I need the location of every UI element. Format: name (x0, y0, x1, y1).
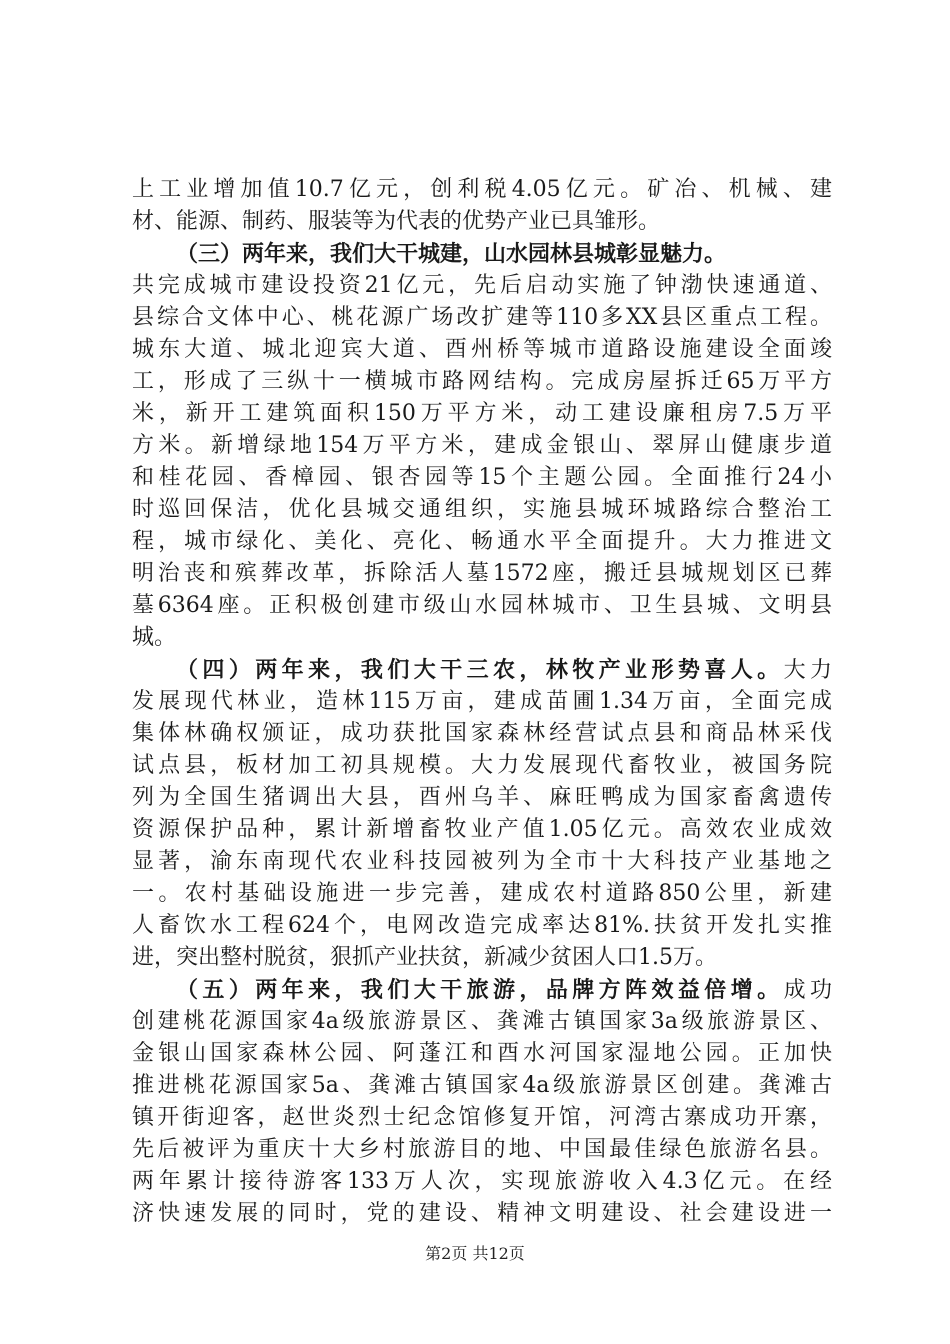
text-line: 济快速发展的同时，党的建设、精神文明建设、社会建设进一 (132, 1201, 832, 1226)
text-line: 材、能源、制药、服装等为代表的优势产业已具雏形。 (132, 209, 661, 234)
paragraph-industry-tail (132, 174, 832, 238)
text-line: 人畜饮水工程624个，电网改造完成率达81%.扶贫开发扎实推 (132, 913, 832, 938)
text-line: 共完成城市建设投资21亿元，先后启动实施了钟渤快速通道、 (132, 273, 832, 298)
text-line: 金银山国家森林公园、阿蓬江和酉水河国家湿地公园。正加快 (132, 1041, 832, 1066)
page-footer: 第2页 共12页 (425, 1244, 525, 1263)
text-line: 县综合文体中心、桃花源广场改扩建等110多XX县区重点工程。 (132, 305, 832, 330)
section-heading-line (132, 974, 832, 1006)
text-line: 米，新开工建筑面积150万平方米，动工建设廉租房7.5万平 (132, 401, 832, 426)
text-line: 先后被评为重庆十大乡村旅游目的地、中国最佳绿色旅游名县。 (132, 1137, 832, 1162)
paragraph-agriculture (132, 654, 832, 974)
heading-tail: 大力 (783, 658, 832, 683)
text-line: 试点县，板材加工初具规模。大力发展现代畜牧业，被国务院 (132, 753, 832, 778)
text-line: 城。 (132, 625, 177, 650)
paragraph-tourism (132, 974, 832, 1230)
text-line: 上工业增加值10.7亿元，创利税4.05亿元。矿冶、机械、建 (132, 177, 832, 202)
text-line: 进，突出整村脱贫，狠抓产业扶贫，新减少贫困人口1.5万。 (132, 945, 717, 970)
section-heading: （四）两年来，我们大干三农，林牧产业形势喜人。 (176, 657, 784, 683)
text-line: 城东大道、城北迎宾大道、酉州桥等城市道路设施建设全面竣 (132, 337, 832, 362)
heading-tail: 成功 (783, 978, 832, 1003)
section-heading: （三）两年来，我们大干城建，山水园林县城彰显魅力。 (176, 241, 727, 267)
text-line: 程，城市绿化、美化、亮化、畅通水平全面提升。大力推进文 (132, 529, 832, 554)
text-line: 发展现代林业，造林115万亩，建成苗圃1.34万亩，全面完成 (132, 689, 832, 714)
text-line: 集体林确权颁证，成功获批国家森林经营试点县和商品林采伐 (132, 721, 832, 746)
text-line: 推进桃花源国家5a、龚滩古镇国家4a级旅游景区创建。龚滩古 (132, 1073, 832, 1098)
text-line: 镇开街迎客，赵世炎烈士纪念馆修复开馆，河湾古寨成功开寨， (132, 1105, 832, 1130)
text-line: 一。农村基础设施进一步完善，建成农村道路850公里，新建 (132, 881, 832, 906)
text-line: 墓6364座。正积极创建市级山水园林城市、卫生县城、文明县 (132, 593, 832, 618)
text-line: 时巡回保洁，优化县城交通组织，实施县城环城路综合整治工 (132, 497, 832, 522)
text-line: 工，形成了三纵十一横城市路网结构。完成房屋拆迁65万平方 (132, 369, 832, 394)
text-line: 明治丧和殡葬改革，拆除活人墓1572座，搬迁县城规划区已葬 (132, 561, 832, 586)
section-heading-line (132, 654, 832, 686)
text-line: 方米。新增绿地154万平方米，建成金银山、翠屏山健康步道 (132, 433, 832, 458)
text-line: 资源保护品种，累计新增畜牧业产值1.05亿元。高效农业成效 (132, 817, 832, 842)
document-body (132, 174, 832, 1230)
paragraph-urban-construction (132, 238, 832, 654)
section-heading: （五）两年来，我们大干旅游，品牌方阵效益倍增。 (176, 977, 784, 1003)
text-line: 两年累计接待游客133万人次，实现旅游收入4.3亿元。在经 (132, 1169, 832, 1194)
text-line: 列为全国生猪调出大县，酉州乌羊、麻旺鸭成为国家畜禽遗传 (132, 785, 832, 810)
text-line: 创建桃花源国家4a级旅游景区、龚滩古镇国家3a级旅游景区、 (132, 1009, 832, 1034)
text-line: 显著，渝东南现代农业科技园被列为全市十大科技产业基地之 (132, 849, 832, 874)
text-line: 和桂花园、香樟园、银杏园等15个主题公园。全面推行24小 (132, 465, 832, 490)
